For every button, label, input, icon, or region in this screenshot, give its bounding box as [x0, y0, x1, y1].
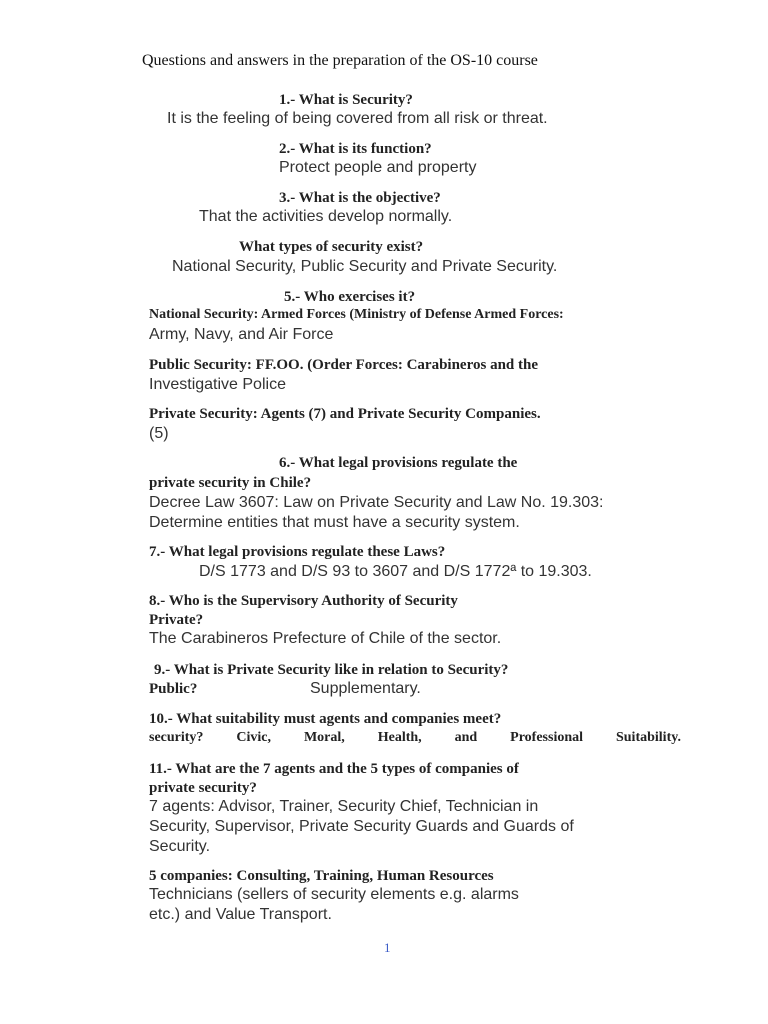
companies-line-2: etc.) and Value Transport.	[149, 906, 332, 923]
agents-line-2: Security, Supervisor, Private Security Guards and Guards of	[149, 818, 574, 835]
q10-word: and	[454, 730, 478, 745]
question-6-line-1: 6.- What legal provisions regulate the	[279, 455, 518, 471]
answer-7: D/S 1773 and D/S 93 to 3607 and D/S 1772ª to 19.303.	[199, 563, 592, 580]
companies-line-1: Technicians (sellers of security elements e.g. alarms	[149, 886, 519, 903]
question-8-line-1: 8.- Who is the Supervisory Authority of Security	[149, 593, 458, 609]
question-3: 3.- What is the objective?	[279, 190, 441, 206]
page-title: Questions and answers in the preparation of the OS-10 course	[142, 52, 538, 69]
question-4: What types of security exist?	[239, 239, 424, 255]
question-5: 5.- Who exercises it?	[284, 289, 416, 305]
answer-2: Protect people and property	[279, 159, 477, 176]
companies-label: 5 companies: Consulting, Training, Human Resources	[149, 868, 494, 884]
q10-word: Professional	[510, 730, 584, 745]
question-1: 1.- What is Security?	[279, 92, 413, 108]
answer-6-line-1: Decree Law 3607: Law on Private Security and Law No. 19.303:	[149, 494, 604, 511]
q10-word: security?	[149, 730, 204, 745]
question-11-line-1: 11.- What are the 7 agents and the 5 types of companies of	[149, 761, 519, 777]
answer-8: The Carabineros Prefecture of Chile of the sector.	[149, 630, 502, 647]
answer-6-line-2: Determine entities that must have a security system.	[149, 514, 520, 531]
q10-word: Health,	[377, 730, 422, 745]
page-number: 1	[384, 940, 391, 955]
agents-line-3: Security.	[149, 838, 211, 855]
answer-9: Supplementary.	[310, 680, 421, 697]
q10-word: Civic,	[236, 730, 271, 745]
q10-word: Suitability.	[615, 730, 681, 745]
answer-4: National Security, Public Security and Private Security.	[172, 258, 558, 275]
question-6-line-2: private security in Chile?	[149, 475, 312, 491]
q10-word: Moral,	[303, 730, 345, 745]
question-8-line-2: Private?	[149, 612, 204, 628]
question-2: 2.- What is its function?	[279, 141, 432, 157]
public-security-answer: Investigative Police	[149, 376, 286, 393]
question-11-line-2: private security?	[149, 780, 257, 796]
question-10-line-2	[149, 728, 681, 748]
answer-1: It is the feeling of being covered from all risk or threat.	[167, 110, 548, 127]
question-7: 7.- What legal provisions regulate these Laws?	[149, 544, 446, 560]
agents-line-1: 7 agents: Advisor, Trainer, Security Chief, Technician in	[149, 798, 539, 815]
question-9-line-2: Public?	[149, 681, 198, 697]
private-security-label: Private Security: Agents (7) and Private Security Companies.	[149, 406, 541, 422]
private-security-answer: (5)	[149, 425, 169, 442]
answer-3: That the activities develop normally.	[199, 208, 453, 225]
question-9-line-1: 9.- What is Private Security like in relation to Security?	[154, 662, 509, 678]
national-security-label: National Security: Armed Forces (Ministry of Defense Armed Forces:	[149, 307, 564, 322]
question-10-line-1: 10.- What suitability must agents and companies meet?	[149, 711, 502, 727]
public-security-label: Public Security: FF.OO. (Order Forces: Carabineros and the	[149, 357, 538, 373]
national-security-answer: Army, Navy, and Air Force	[149, 326, 334, 343]
